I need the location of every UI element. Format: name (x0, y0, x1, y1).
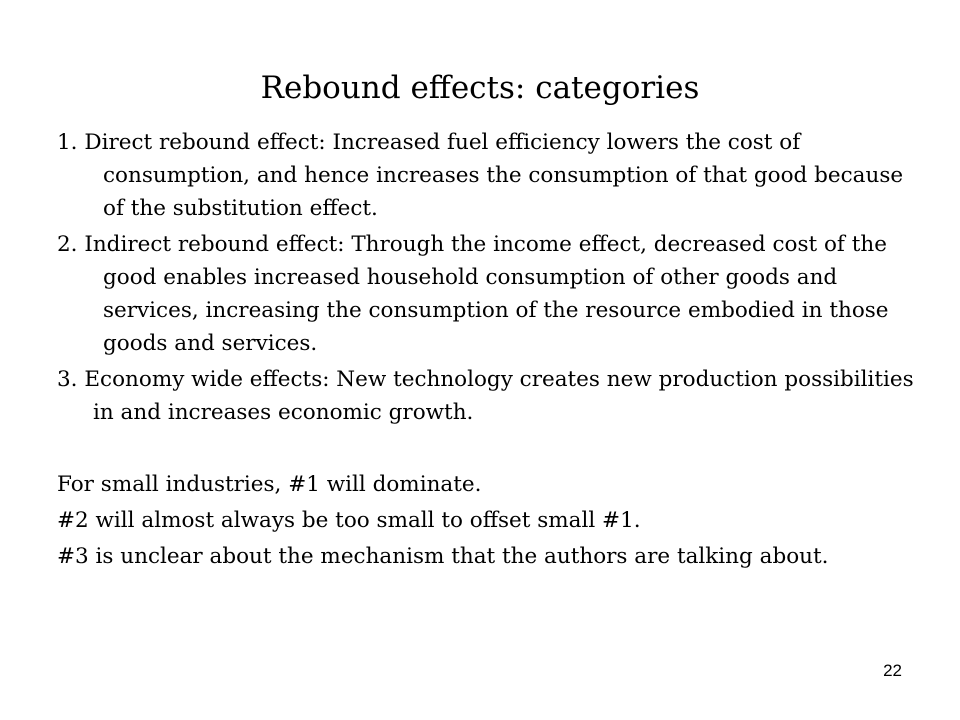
note-small-industries: For small industries, #1 will dominate. (57, 472, 482, 497)
paragraph-spacer (57, 432, 927, 468)
rebound-item-indirect: 2. Indirect rebound effect: Through the income effect, decreased cost of the good enables increased household consumption of other goods and services, increasing the consumption of the resource embodied in those goods and services. (57, 232, 889, 356)
rebound-item-economy-wide: 3. Economy wide effects: New technology creates new production possibilities in and increases economic growth. (57, 367, 914, 425)
page-number: 22 (883, 661, 902, 680)
note-item-3: #3 is unclear about the mechanism that the authors are talking about. (57, 544, 829, 569)
note-item-2: #2 will almost always be too small to offset small #1. (57, 508, 641, 533)
slide-body (57, 126, 927, 576)
rebound-item-direct: 1. Direct rebound effect: Increased fuel efficiency lowers the cost of consumption, and hence increases the consumption of that good because of the substitution effect. (57, 130, 904, 221)
slide-title: Rebound effects: categories (260, 70, 700, 106)
